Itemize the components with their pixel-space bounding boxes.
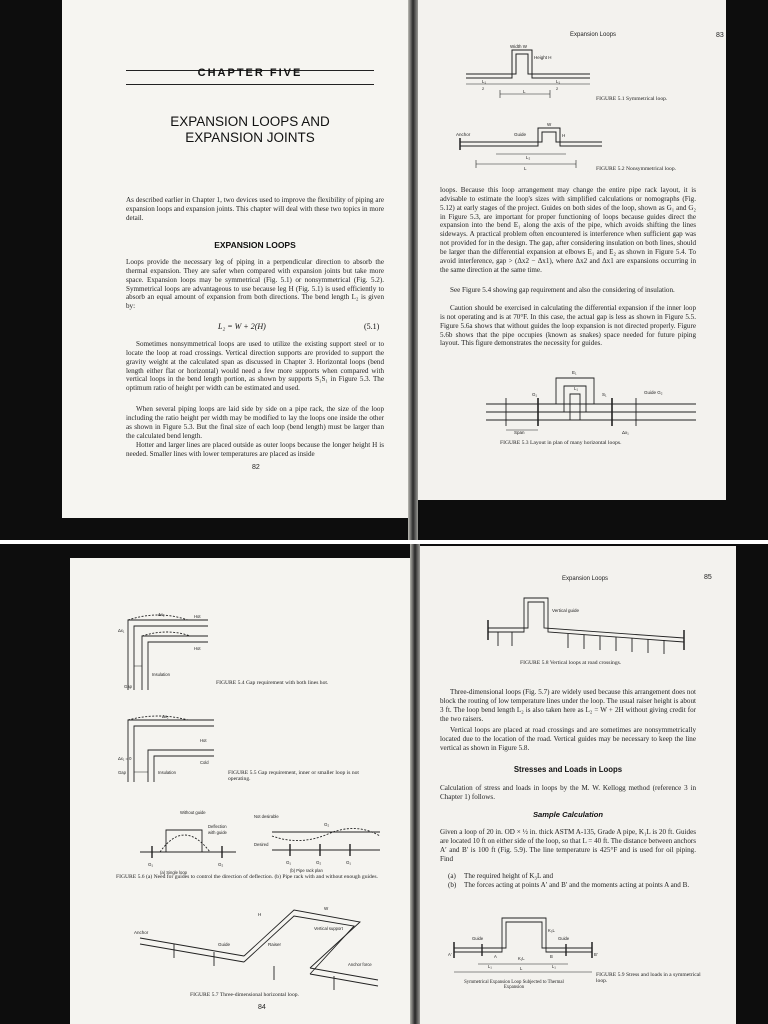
- figure-5-3-diagram: [486, 364, 696, 436]
- fig52-anchor-label: Anchor: [456, 132, 471, 137]
- list-item-a-marker: (a): [448, 872, 456, 880]
- fig53-dx1-label: Δx₁: [622, 430, 629, 435]
- fig56-desired: Desired: [254, 842, 269, 847]
- fig54-hot2-label: Hot: [194, 646, 201, 651]
- fig59-b: B: [550, 954, 553, 959]
- figure-5-1-diagram: [460, 44, 600, 104]
- fig54-dx1-label: Δx₁: [118, 628, 125, 633]
- figure-5-6-caption: FIGURE 5.6 (a) Need for guides to control the direction of deflection. (b) Pipe rack with and without enough guides.: [116, 874, 378, 880]
- paragraph-loops-continued: loops. Because this loop arrangement may change the entire pipe rack layout, it is advisable to estimate the loop's sizes with simplified calculations or nomographs (Fig. 5.12) at early stages of the project. Guides on both sides of the loop, shown as G₁ and G₂ in Figure 5.3, are important for proper functioning of loops because guides direct the expansion into the bend E₁ along the axis of the pipe, which avoids shifting the lines sideways. A practical problem often encountered is interference when sufficient gap was not provided for in the design. The gap, after considering insulation on both lines, should be larger than the differential expansion at elbows E₁ and E₂ as shown in Figure 5.4. To avoid interference, gap > (Δx2 − Δx1), where Δx2 and Δx1 are expansions occurring in the same direction at the same time.: [440, 186, 696, 274]
- fig51-l-label: L: [523, 89, 526, 94]
- page-number-84: 84: [258, 1004, 266, 1011]
- fig59-a-prime: A′: [448, 952, 452, 957]
- fig56-with-guide: with guide: [208, 830, 227, 835]
- fig55-gap-label: Gap: [118, 770, 126, 775]
- paragraph-three-dimensional-loops: Three-dimensional loops (Fig. 5.7) are widely used because this arrangement does not block the routing of low temperature lines under the loop. The usual raiser height is about 3 ft. The loop bend length L₂ is also taken here as L₂ = W + 2H without giving credit for the two raisers.: [440, 688, 696, 723]
- fig52-guide-label: Guide: [514, 132, 527, 137]
- fig54-insulation-label: Insulation: [152, 672, 170, 677]
- fig57-w-label: W: [324, 906, 329, 911]
- page-number-85: 85: [704, 574, 712, 581]
- fig59-k3l: K₃L: [548, 928, 555, 933]
- fig57-guide-label: Guide: [218, 942, 231, 947]
- fig53-span-label: Span: [514, 430, 525, 435]
- section-heading-stresses: Stresses and Loads in Loops: [513, 765, 623, 774]
- fig51-l1-left: L₁: [482, 79, 487, 84]
- fig57-raiser-label: Raiser: [268, 942, 282, 947]
- paragraph-given-loop: Given a loop of 20 in. OD × ½ in. thick ASTM A-135, Grade A pipe, K₁L is 20 ft. Guides are located 10 ft on either side of the loop, so that L = 40 ft. The distance between anchors A′ and B′ is 100 ft (Fig. 5.9). The line temperature is 425°F and is used for oil piping. Find: [440, 828, 696, 863]
- running-head-83: Expansion Loops: [570, 32, 617, 38]
- fig54-gap-label: Gap: [124, 684, 132, 689]
- fig54-hot1-label: Hot: [194, 614, 201, 619]
- list-item-b: The forces acting at points A′ and B′ and the moments acting at points A and B.: [464, 881, 690, 889]
- fig56-sub-a: (a) Single loop: [160, 870, 188, 875]
- page-number-83: 83: [716, 32, 724, 39]
- fig56-g1b: G₁: [286, 860, 292, 865]
- fig52-w-label: W: [547, 122, 552, 127]
- fig59-k1l: K₁L: [518, 956, 525, 961]
- figure-5-9-diagram: [448, 912, 598, 984]
- figure-5-5-diagram: [118, 710, 228, 782]
- chapter-label: CHAPTER FIVE: [197, 67, 303, 79]
- fig59-a: A: [494, 954, 497, 959]
- figure-5-7-diagram: [134, 900, 384, 996]
- running-head-85: Expansion Loops: [562, 576, 609, 582]
- fig57-vertical-support-label: Vertical support: [314, 926, 343, 931]
- figure-5-7-caption: FIGURE 5.7 Three-dimensional horizontal loop.: [190, 992, 299, 998]
- figure-5-2-diagram: [456, 122, 606, 172]
- fig55-dx2-label: Δx₂: [162, 714, 169, 719]
- chapter-rule-bottom: [126, 84, 374, 85]
- fig56-g1c: G₁: [346, 860, 352, 865]
- page-number-82: 82: [252, 464, 260, 471]
- fig53-s1-label: S₁: [602, 392, 607, 397]
- fig57-h-label: H: [258, 912, 262, 917]
- fig59-l-right: L₁: [552, 964, 556, 969]
- paragraph-hotter-lines: Hotter and larger lines are placed outside as outer loops because the longer height H is needed. Smaller lines with lower temperatures are placed as inside: [126, 441, 384, 458]
- fig57-anchor-force-label: Anchor force: [348, 962, 372, 967]
- paragraph-loops: Loops provide the necessary leg of piping in a perpendicular direction to absorb the thermal expansion. They are safer when compared with expansion joints but take more space. Expansion loops may be symmetrical (Fig. 5.1) or nonsymmetrical (Fig. 5.2). Symmetrical loops are advantageous to use because leg H (Fig. 5.1) is used efficiently to absorb an equal amount of expansion from both directions. The bend length L₂ is given by:: [126, 258, 384, 311]
- figure-5-1-caption: FIGURE 5.1 Symmetrical loop.: [596, 96, 668, 102]
- equation-5-1: L₂ = W + 2(H): [218, 322, 266, 331]
- figure-5-9-caption: FIGURE 5.9 Stress and loads in a symmetrical loop.: [596, 972, 701, 984]
- fig55-cold-label: Cold: [200, 760, 209, 765]
- fig56-without-guide: Without guide: [180, 810, 206, 815]
- figure-5-3-caption: FIGURE 5.3 Layout in plan of many horizontal loops.: [500, 440, 622, 446]
- paragraph-nonsymmetrical: Sometimes nonsymmetrical loops are used to utilize the existing support steel or to locate the loop at road crossings. Vertical direction supports are provided to support the gravity weight at the calculated span as discussed in Chapter 3. Horizontal loops (bend length either flat or horizontal) would need a few more supports when compared with vertical loops in the bend length portion, as shown by supports S₁S₁ in Figure 5.3. The optimum ratio of height per width can be estimated and used.: [126, 340, 384, 393]
- subheading-sample-calculation: Sample Calculation: [532, 810, 604, 819]
- figure-5-8-caption: FIGURE 5.8 Vertical loops at road crossings.: [520, 660, 622, 666]
- fig55-hot-label: Hot: [200, 738, 207, 743]
- section-heading-expansion-loops: EXPANSION LOOPS: [214, 240, 296, 250]
- fig56-g2c: G₂: [324, 822, 330, 827]
- figure-5-4-diagram: [118, 606, 218, 690]
- fig59-b-prime: B′: [594, 952, 598, 957]
- fig57-anchor-label: Anchor: [134, 930, 149, 935]
- paragraph-caution: Caution should be exercised in calculating the differential expansion if the inner loop is not operating and is at 70°F. In this case, the actual gap is less as shown in Figure 5.5. Figure 5.6a shows that without guides the loop expansion is not directed properly. Figure 5.6b shows that the pipe occupies (known as snakes) space needed for future piping layout. This figure demonstrates the necessity for guides.: [440, 304, 696, 348]
- fig59-l-left: L₁: [488, 964, 492, 969]
- fig59-guide-left: Guide: [472, 936, 484, 941]
- figure-5-6-diagram: [140, 806, 380, 878]
- figure-5-5-caption: FIGURE 5.5 Gap requirement, inner or smaller loop is not operating.: [228, 770, 359, 782]
- fig51-half-left: 2: [482, 86, 485, 91]
- fig56-g2b: G₂: [316, 860, 322, 865]
- fig53-e1-label: E₁: [572, 370, 577, 375]
- figure-5-2-caption: FIGURE 5.2 Nonsymmetrical loop.: [596, 166, 677, 172]
- fig58-vertical-guide-label: Vertical guide: [552, 608, 580, 613]
- equation-number: (5.1): [364, 322, 380, 331]
- fig51-height-label: Height H: [534, 55, 552, 60]
- chapter-title-line1: EXPANSION LOOPS AND: [170, 114, 330, 129]
- intro-paragraph: As described earlier in Chapter 1, two devices used to improve the flexibility of piping are expansion loops and expansion joints. This chapter will deal with these two topics in more detail.: [126, 196, 384, 222]
- fig52-l-label: L: [524, 166, 527, 171]
- fig55-dx1-label: Δx₁ = 0: [118, 756, 132, 761]
- fig51-l1-right: L₁: [556, 79, 561, 84]
- fig56-g1a: G₁: [148, 862, 154, 867]
- fig55-insulation-label: Insulation: [158, 770, 176, 775]
- list-item-b-marker: (b): [448, 881, 457, 889]
- book-gutter: [408, 0, 418, 540]
- list-item-a: The required height of K₃L and: [464, 872, 554, 880]
- fig56-not-desirable: Not desirable: [254, 814, 279, 819]
- fig51-half-right: 2: [556, 86, 559, 91]
- fig56-sub-b: (b) Pipe rack plan: [290, 868, 323, 873]
- paragraph-see-figure-5-4: See Figure 5.4 showing gap requirement and also the considering of insulation.: [450, 286, 675, 294]
- fig52-h-label: H: [562, 133, 566, 138]
- fig54-dx2-label: Δx₂: [158, 612, 165, 617]
- figure-5-8-diagram: [488, 598, 688, 654]
- chapter-title-line2: EXPANSION JOINTS: [185, 130, 315, 145]
- book-gutter-bottom: [410, 544, 420, 1024]
- fig53-l1-label: L₁: [574, 386, 579, 391]
- fig51-width-label: Width W: [510, 44, 528, 49]
- fig52-l2-label: L₂: [526, 155, 531, 160]
- paragraph-kellogg-method: Calculation of stress and loads in loops by the M. W. Kellogg method (reference 3 in Chapter 1) follows.: [440, 784, 696, 801]
- fig59-guide-right: Guide: [558, 936, 570, 941]
- figure-5-9-sub-caption: Symmetrical Expansion Loop Subjected to Thermal Expansion: [464, 980, 564, 990]
- fig59-l: L: [520, 966, 523, 971]
- figure-5-4-caption: FIGURE 5.4 Gap requirement with both lines hot.: [216, 680, 329, 686]
- fig53-g1-label: G₁: [532, 392, 538, 397]
- fig56-g2a: G₂: [218, 862, 224, 867]
- fig56-deflection: Deflection: [208, 824, 227, 829]
- paragraph-side-by-side: When several piping loops are laid side by side on a pipe rack, the size of the loop including the ratio height per width may be modified to lay the loops one inside the other as shown in Figure 5.3. But the final size of each loop (bend length) must be larger than the calculated bend length.: [126, 405, 384, 440]
- fig53-guide-g2-label: Guide G₂: [644, 390, 663, 395]
- paragraph-vertical-loops: Vertical loops are placed at road crossings and are sometimes are nonsymmetrically located due to the location of the road. Vertical guides may be necessary to keep the line vertical as shown in Figure 5.8.: [440, 726, 696, 752]
